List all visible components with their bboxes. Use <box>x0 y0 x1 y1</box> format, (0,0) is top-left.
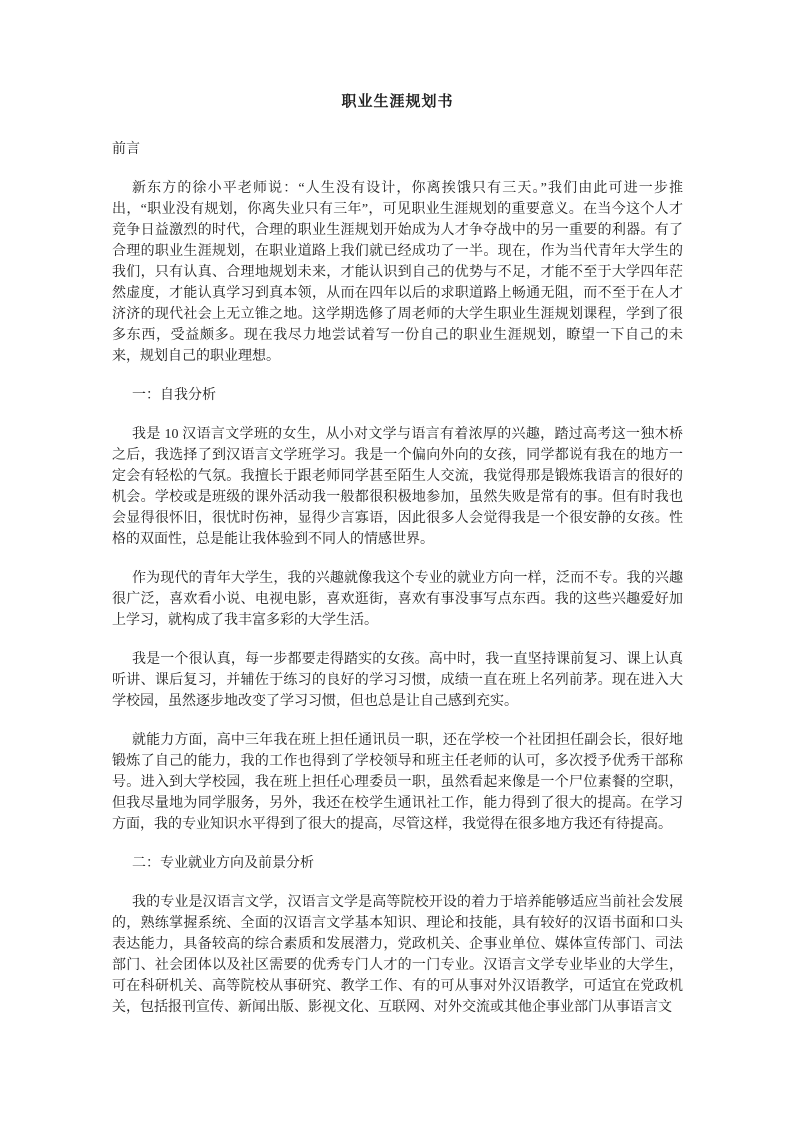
document-paragraph: 作为现代的青年大学生，我的兴趣就像我这个专业的就业方向一样，泛而不专。我的兴趣很广泛，喜欢看小说、电视电影，喜欢逛街，喜欢有事没事写点东西。我的这些兴趣爱好加上学习，就构成了我丰富多彩的大学生活。 <box>112 571 683 628</box>
document-heading: 前言 <box>112 142 140 157</box>
document-paragraph: 新东方的徐小平老师说：“人生没有设计，你离挨饿只有三天。”我们由此可进一步推出，“职业没有规划，你离失业只有三年”，可见职业生涯规划的重要意义。在当今这个人才竞争日益激烈的时代，合理的职业生涯规划开始成为人才争夺战中的另一重要的利器。有了合理的职业生涯规划，在职业道路上我们就已经成功了一半。现在，作为当代青年大学生的我们，只有认真、合理地规划未来，才能认识到自己的优势与不足，才能不至于大学四年茫然虚度，才能认真学习到真本领，从而在四年以后的求职道路上畅通无阻，而不至于在人才济济的现代社会上无立锥之地。这学期选修了周老师的大学生职业生涯规划课程，学到了很多东西，受益颇多。现在我尽力地尝试着写一份自己的职业生涯规划，瞭望一下自己的未来，规划自己的职业理想。 <box>112 181 683 364</box>
document-heading: 二：专业就业方向及前景分析 <box>132 856 314 871</box>
document-paragraph: 我是一个很认真，每一步都要走得踏实的女孩。高中时，我一直坚持课前复习、课上认真听讲、课后复习，并辅佐于练习的良好的学习习惯，成绩一直在班上名列前茅。现在进入大学校园，虽然逐步地改变了学习习惯，但也总是让自己感到充实。 <box>112 652 683 709</box>
document-body <box>112 139 683 1018</box>
document-paragraph: 我是 10 汉语言文学班的女生，从小对文学与语言有着浓厚的兴趣，踏过高考这一独木桥之后，我选择了到汉语言文学班学习。我是一个偏向外向的女孩，同学都说有我在的地方一定会有轻松的气氛。我擅长于跟老师同学甚至陌生人交流，我觉得那是锻炼我语言的很好的机会。学校或是班级的课外活动我一般都很积极地参加，虽然失败是常有的事。但有时我也会显得很怀旧，很忧时伤神，显得少言寡语，因此很多人会觉得我是一个很安静的女孩。性格的双面性，总是能让我体验到不同人的情感世界。 <box>112 427 683 547</box>
document-paragraph: 我的专业是汉语言文学，汉语言文学是高等院校开设的着力于培养能够适应当前社会发展的，熟练掌握系统、全面的汉语言文学基本知识、理论和技能，具有较好的汉语书面和口头表达能力，具备较高的综合素质和发展潜力，党政机关、企事业单位、媒体宣传部门、司法部门、社会团体以及社区需要的优秀专门人才的一门专业。汉语言文学专业毕业的大学生，可在科研机关、高等院校从事研究、教学工作、有的可从事对外汉语教学，可适宜在党政机关，包括报刊宣传、新闻出版、影视文化、互联网、对外交流或其他企事业部门从事语言文 <box>112 895 683 1015</box>
document-heading: 一：自我分析 <box>132 388 216 403</box>
document-title: 职业生涯规划书 <box>341 94 454 110</box>
document-paragraph: 就能力方面，高中三年我在班上担任通讯员一职，还在学校一个社团担任副会长，很好地锻炼了自己的能力，我的工作也得到了学校领导和班主任老师的认可，多次授予优秀干部称号。进入到大学校园，我在班上担任心理委员一职，虽然看起来像是一个尸位素餐的空职，但我尽量地为同学服务，另外，我还在校学生通讯社工作，能力得到了很大的提高。在学习方面，我的专业知识水平得到了很大的提高，尽管这样，我觉得在很多地方我还有待提高。 <box>112 733 683 832</box>
